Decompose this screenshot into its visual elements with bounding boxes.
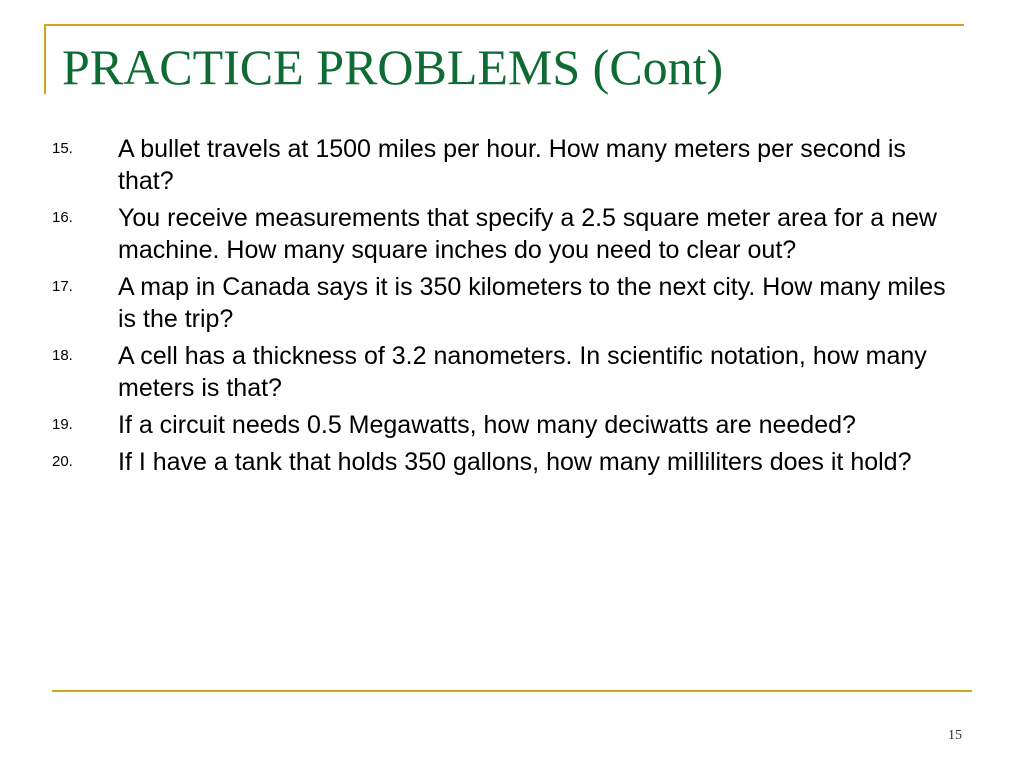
problem-text: A cell has a thickness of 3.2 nanometers. In scientific notation, how many meters is that?: [118, 342, 927, 402]
problem-item: [52, 202, 972, 266]
problem-number: 16.: [52, 209, 73, 226]
problem-item: [52, 446, 972, 478]
problem-item: [52, 409, 972, 441]
problem-item: [52, 340, 972, 404]
title-frame-top-rule: [44, 24, 964, 26]
problem-number: 18.: [52, 347, 73, 364]
page-number: 15: [948, 728, 962, 743]
problem-item: [52, 133, 972, 197]
problem-item: [52, 271, 972, 335]
problem-text: If a circuit needs 0.5 Megawatts, how many deciwatts are needed?: [118, 411, 856, 439]
problem-text: You receive measurements that specify a 2.5 square meter area for a new machine. How many square inches do you need to clear out?: [118, 204, 937, 264]
problem-text: A map in Canada says it is 350 kilometers to the next city. How many miles is the trip?: [118, 273, 946, 333]
problem-text: A bullet travels at 1500 miles per hour. How many meters per second is that?: [118, 135, 906, 195]
title-frame-left-rule: [44, 24, 46, 94]
footer-divider: [52, 690, 972, 692]
problem-number: 20.: [52, 453, 73, 470]
slide-title: PRACTICE PROBLEMS (Cont): [62, 39, 724, 95]
problem-list: [52, 133, 972, 483]
problem-number: 15.: [52, 140, 73, 157]
problem-text: If I have a tank that holds 350 gallons, how many milliliters does it hold?: [118, 448, 912, 476]
problem-number: 17.: [52, 278, 73, 295]
problem-number: 19.: [52, 416, 73, 433]
